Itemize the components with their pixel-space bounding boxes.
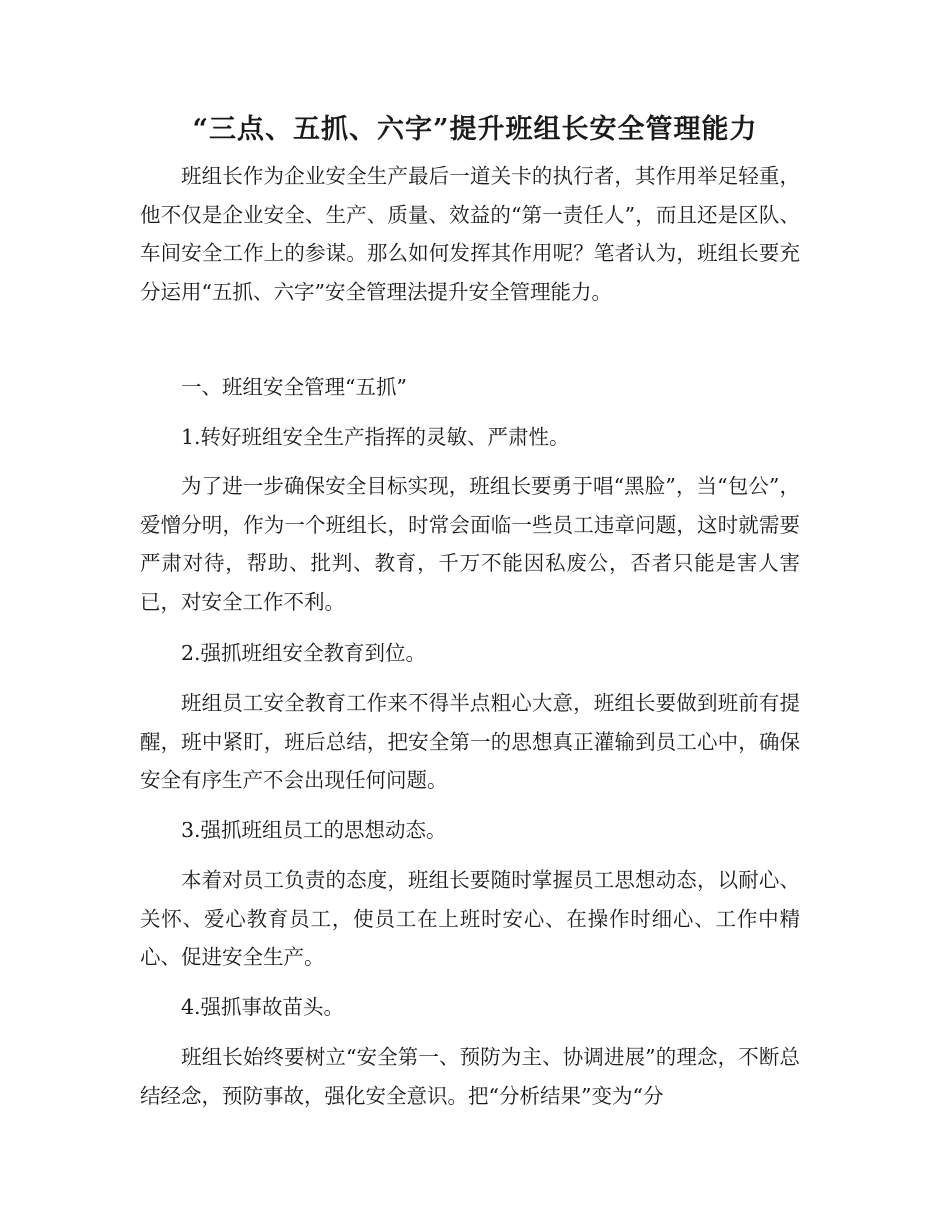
paragraph-intro: 班组长作为企业安全生产最后一道关卡的执行者，其作用举足轻重，他不仅是企业安全、生产、质量、效益的“第一责任人”，而且还是区队、车间安全工作上的参谋。那么如何发挥其作用呢？笔者认为，班组长要充分运用“五抓、六字”安全管理法提升安全管理能力。	[140, 164, 800, 304]
paragraph-item-4: 班组长始终要树立“安全第一、预防为主、协调进展”的理念，不断总结经念，预防事故，强化安全意识。把“分析结果”变为“分	[140, 1045, 800, 1108]
document-title: “三点、五抓、六字”提升班组长安全管理能力	[192, 114, 758, 145]
section-heading-five-grasps: 一、班组安全管理“五抓”	[181, 375, 407, 399]
paragraph-item-1: 为了进一步确保安全目标实现，班组长要勇于唱“黑脸”，当“包公”，爱憎分明，作为一个班组长，时常会面临一些员工违章问题，这时就需要严肃对待，帮助、批判、教育，千万不能因私废公，否者只能是害人害已，对安全工作不利。	[140, 474, 800, 614]
paragraph-item-2: 班组员工安全教育工作来不得半点粗心大意，班组长要做到班前有提醒，班中紧盯，班后总结，把安全第一的思想真正灌输到员工心中，确保安全有序生产不会出现任何问题。	[140, 691, 800, 792]
paragraph-item-3: 本着对员工负责的态度，班组长要随时掌握员工思想动态，以耐心、关怀、爱心教育员工，使员工在上班时安心、在操作时细心、工作中精心、促进安全生产。	[140, 868, 800, 969]
item-heading-4: 4.强抓事故苗头。	[181, 995, 345, 1019]
item-heading-1: 1.转好班组安全生产指挥的灵敏、严肃性。	[181, 425, 570, 449]
item-heading-2: 2.强抓班组安全教育到位。	[181, 641, 427, 665]
item-heading-3: 3.强抓班组员工的思想动态。	[181, 818, 447, 842]
